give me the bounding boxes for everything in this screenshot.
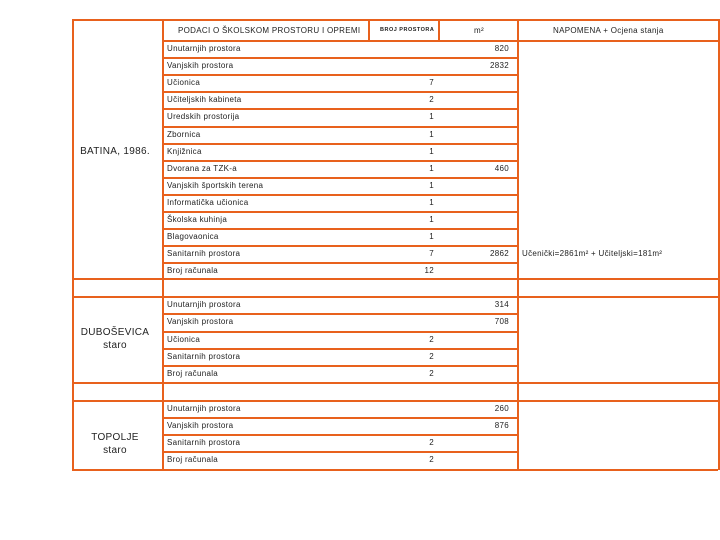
row-count: 2 (429, 95, 434, 105)
grid-line (162, 262, 517, 264)
grid-line (162, 211, 517, 213)
row-label: Sanitarnih prostora (167, 249, 241, 259)
row-count: 1 (429, 129, 434, 139)
grid-line (72, 19, 718, 21)
row-label: Vanjskih prostora (167, 421, 234, 430)
row-area: 460 (494, 163, 509, 173)
grid-line (162, 434, 517, 436)
row-label: Sanitarnih prostora (167, 438, 241, 447)
row-count: 1 (429, 232, 434, 242)
grid-line (438, 19, 440, 40)
row-count: 2 (429, 352, 434, 361)
grid-line (517, 19, 519, 470)
row-label: Broj računala (167, 266, 219, 276)
row-count: 1 (429, 146, 434, 156)
row-count: 1 (429, 180, 434, 190)
row-count: 7 (429, 78, 434, 88)
row-label: Učionica (167, 78, 201, 88)
row-label: Unutarnjih prostora (167, 44, 241, 53)
grid-line (72, 278, 718, 280)
grid-line (72, 400, 718, 402)
grid-line (162, 160, 517, 162)
row-note: Učenički=2861m² + Učiteljski=181m² (522, 249, 663, 259)
grid-line (162, 91, 517, 93)
location-dubosevica: DUBOŠEVICA staro (80, 327, 150, 351)
grid-line (162, 331, 517, 333)
row-count: 2 (429, 438, 434, 447)
row-area: 260 (494, 404, 509, 413)
grid-line (162, 417, 517, 419)
row-count: 7 (429, 249, 434, 259)
row-label: Unutarnjih prostora (167, 404, 241, 413)
row-count: 1 (429, 197, 434, 207)
row-label: Broj računala (167, 369, 219, 378)
row-count: 1 (429, 215, 434, 224)
row-label: Učionica (167, 335, 201, 344)
row-area: 820 (494, 44, 509, 53)
row-area: 2862 (490, 249, 509, 259)
location-batina: BATINA, 1986. (80, 146, 150, 157)
grid-line (162, 108, 517, 110)
area-column-header: m² (474, 26, 484, 35)
row-label: Uredskih prostorija (167, 112, 240, 122)
grid-line (162, 194, 517, 196)
grid-line (162, 57, 517, 59)
grid-line (72, 469, 718, 471)
row-count: 12 (424, 266, 434, 276)
row-count: 2 (429, 369, 434, 378)
row-label: Vanjskih prostora (167, 61, 234, 71)
row-area: 708 (494, 317, 509, 326)
row-area: 2832 (490, 61, 509, 71)
grid-line (162, 177, 517, 179)
row-count: 2 (429, 455, 434, 464)
row-label: Unutarnjih prostora (167, 300, 241, 309)
row-area: 314 (494, 300, 509, 309)
grid-line (72, 382, 718, 384)
grid-line (162, 245, 517, 247)
row-label: Zbornica (167, 129, 201, 139)
row-label: Knjižnica (167, 146, 202, 156)
row-label: Vanjskih športskih terena (167, 180, 264, 190)
row-label: Blagovaonica (167, 232, 219, 242)
row-area: 876 (494, 421, 509, 430)
grid-line (162, 40, 718, 42)
grid-line (162, 19, 164, 470)
grid-line (162, 365, 517, 367)
grid-line (162, 126, 517, 128)
grid-line (162, 313, 517, 315)
grid-line (72, 19, 74, 470)
grid-line (162, 143, 517, 145)
count-column-header: BROJ PROSTORA (380, 27, 435, 33)
grid-line (162, 348, 517, 350)
grid-line (162, 74, 517, 76)
row-label: Broj računala (167, 455, 219, 464)
grid-line (162, 451, 517, 453)
row-label: Dvorana za TZK-a (167, 163, 238, 173)
row-count: 1 (429, 112, 434, 122)
row-label: Sanitarnih prostora (167, 352, 241, 361)
grid-line (368, 19, 370, 40)
row-label: Školska kuhinja (167, 215, 228, 224)
row-label: Učiteljskih kabineta (167, 95, 242, 105)
location-topolje: TOPOLJE staro (91, 432, 139, 456)
row-count: 2 (429, 335, 434, 344)
note-column-header: NAPOMENA + Ocjena stanja (553, 26, 664, 35)
row-label: Vanjskih prostora (167, 317, 234, 326)
row-label: Informatička učionica (167, 197, 249, 207)
row-count: 1 (429, 163, 434, 173)
grid-line (72, 296, 718, 298)
grid-line (162, 228, 517, 230)
table-title: PODACI O ŠKOLSKOM PROSTORU I OPREMI (178, 26, 361, 35)
